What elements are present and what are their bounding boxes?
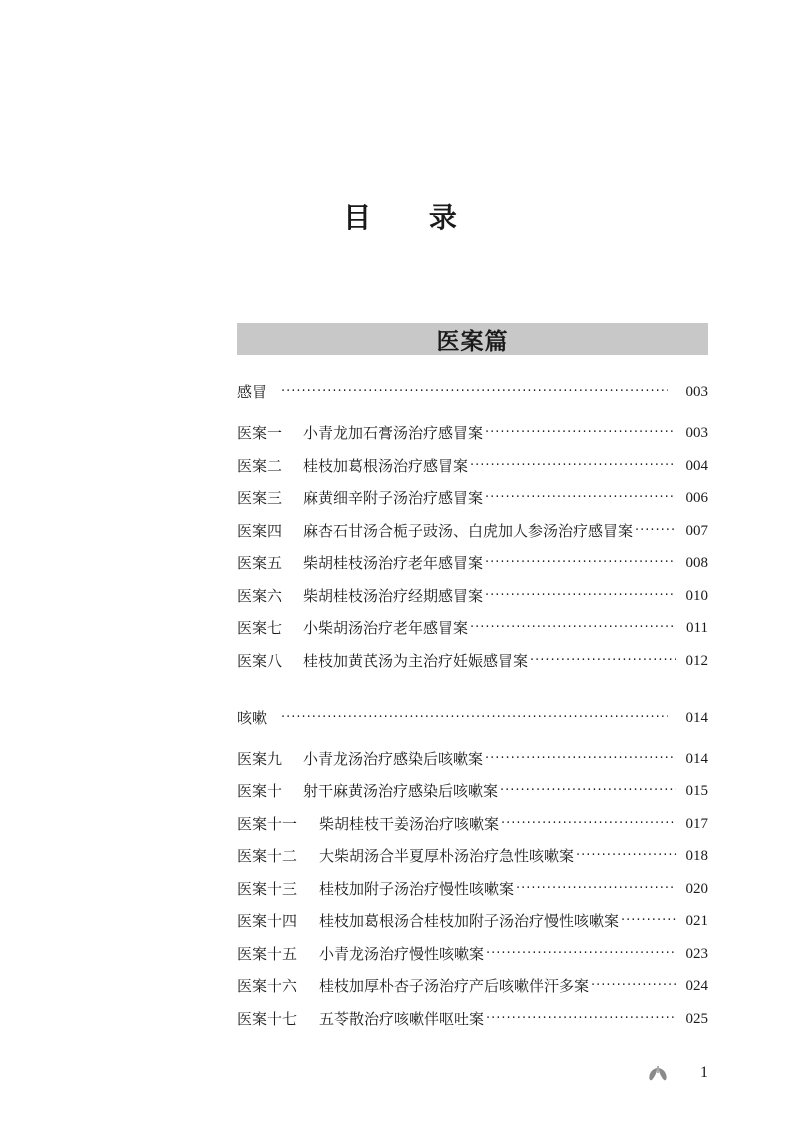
leader-dots (486, 942, 676, 966)
toc-entry[interactable] (237, 519, 708, 543)
toc-entry[interactable] (237, 909, 708, 933)
leader-dots (470, 616, 676, 640)
toc-entry[interactable] (237, 974, 708, 998)
leader-dots (470, 454, 676, 478)
case-number: 医案十一 (237, 815, 298, 833)
page-number: 006 (685, 490, 708, 506)
leader-dots (530, 649, 676, 673)
case-number: 医案四 (237, 522, 283, 540)
page-number: 014 (685, 710, 708, 726)
toc-entry[interactable] (237, 779, 708, 803)
case-number: 医案六 (237, 587, 283, 605)
toc-entry[interactable] (237, 942, 708, 966)
toc-entry[interactable] (237, 486, 708, 510)
section-banner: 医案篇 (237, 323, 708, 355)
page-number: 004 (685, 458, 708, 474)
page-number: 003 (685, 384, 708, 400)
category-title: 咳嗽 (237, 709, 268, 727)
case-number: 医案十四 (237, 912, 298, 930)
case-number: 医案十 (237, 782, 283, 800)
case-title: 大柴胡汤合半夏厚朴汤治疗急性咳嗽案 (319, 847, 575, 865)
toc-entry[interactable] (237, 421, 708, 445)
case-number: 医案十三 (237, 880, 298, 898)
page-number: 012 (685, 653, 708, 669)
page-number: 007 (685, 523, 708, 539)
leader-dots (500, 779, 676, 803)
case-title: 小青龙加石膏汤治疗感冒案 (303, 424, 484, 442)
case-number: 医案十七 (237, 1010, 298, 1028)
page-number: 008 (685, 555, 708, 571)
page-number: 020 (685, 881, 708, 897)
toc-entry[interactable] (237, 649, 708, 673)
leader-dots (635, 519, 676, 543)
case-title: 麻黄细辛附子汤治疗感冒案 (303, 489, 484, 507)
page-number: 023 (685, 946, 708, 962)
toc-entry[interactable] (237, 877, 708, 901)
leader-dots (621, 909, 676, 933)
case-number: 医案十二 (237, 847, 298, 865)
toc-entry[interactable] (237, 844, 708, 868)
toc-category-cough[interactable] (237, 706, 708, 730)
case-title: 桂枝加附子汤治疗慢性咳嗽案 (319, 880, 515, 898)
toc-category-cold[interactable] (237, 380, 708, 404)
leader-dots (501, 812, 676, 836)
case-number: 医案七 (237, 619, 283, 637)
page-number: 014 (685, 751, 708, 767)
leader-dots (486, 1007, 676, 1031)
case-title: 桂枝加葛根汤合桂枝加附子汤治疗慢性咳嗽案 (319, 912, 620, 930)
case-title: 柴胡桂枝汤治疗经期感冒案 (303, 587, 484, 605)
case-title: 桂枝加厚朴杏子汤治疗产后咳嗽伴汗多案 (319, 977, 590, 995)
case-title: 五苓散治疗咳嗽伴呕吐案 (319, 1010, 485, 1028)
toc-entry[interactable] (237, 616, 708, 640)
case-number: 医案十五 (237, 945, 298, 963)
footer-page-number: 1 (700, 1064, 708, 1081)
case-title: 小柴胡汤治疗老年感冒案 (303, 619, 469, 637)
leader-dots (485, 421, 676, 445)
case-title: 小青龙汤治疗慢性咳嗽案 (319, 945, 485, 963)
case-title: 桂枝加黄芪汤为主治疗妊娠感冒案 (303, 652, 529, 670)
page-number: 017 (685, 816, 708, 832)
case-title: 小青龙汤治疗感染后咳嗽案 (303, 750, 484, 768)
category-title: 感冒 (237, 383, 268, 401)
page-number: 015 (685, 783, 708, 799)
leader-dots (576, 844, 676, 868)
case-title: 射干麻黄汤治疗感染后咳嗽案 (303, 782, 499, 800)
lungs-icon (648, 1066, 668, 1082)
leader-dots (485, 551, 676, 575)
toc-entry[interactable] (237, 551, 708, 575)
case-title: 桂枝加葛根汤治疗感冒案 (303, 457, 469, 475)
leader-dots (281, 380, 668, 404)
page-number: 010 (685, 588, 708, 604)
page-number: 018 (685, 848, 708, 864)
case-number: 医案九 (237, 750, 283, 768)
case-title: 柴胡桂枝汤治疗老年感冒案 (303, 554, 484, 572)
toc-entry[interactable] (237, 812, 708, 836)
leader-dots (485, 584, 676, 608)
page-number: 025 (685, 1011, 708, 1027)
case-title: 柴胡桂枝干姜汤治疗咳嗽案 (319, 815, 500, 833)
case-number: 医案一 (237, 424, 283, 442)
toc-entry[interactable] (237, 584, 708, 608)
case-number: 医案二 (237, 457, 283, 475)
leader-dots (591, 974, 676, 998)
leader-dots (516, 877, 676, 901)
case-number: 医案三 (237, 489, 283, 507)
toc-entry[interactable] (237, 1007, 708, 1031)
page-number: 021 (685, 913, 708, 929)
case-title: 麻杏石甘汤合栀子豉汤、白虎加人参汤治疗感冒案 (303, 522, 634, 540)
toc-entry[interactable] (237, 747, 708, 771)
page-title: 目 录 (343, 201, 481, 234)
case-number: 医案十六 (237, 977, 298, 995)
case-number: 医案五 (237, 554, 283, 572)
page-number: 024 (685, 978, 708, 994)
leader-dots (485, 747, 676, 771)
leader-dots (281, 706, 668, 730)
page-number: 011 (686, 620, 708, 636)
case-number: 医案八 (237, 652, 283, 670)
page-number: 003 (685, 425, 708, 441)
toc-entry[interactable] (237, 454, 708, 478)
leader-dots (485, 486, 676, 510)
